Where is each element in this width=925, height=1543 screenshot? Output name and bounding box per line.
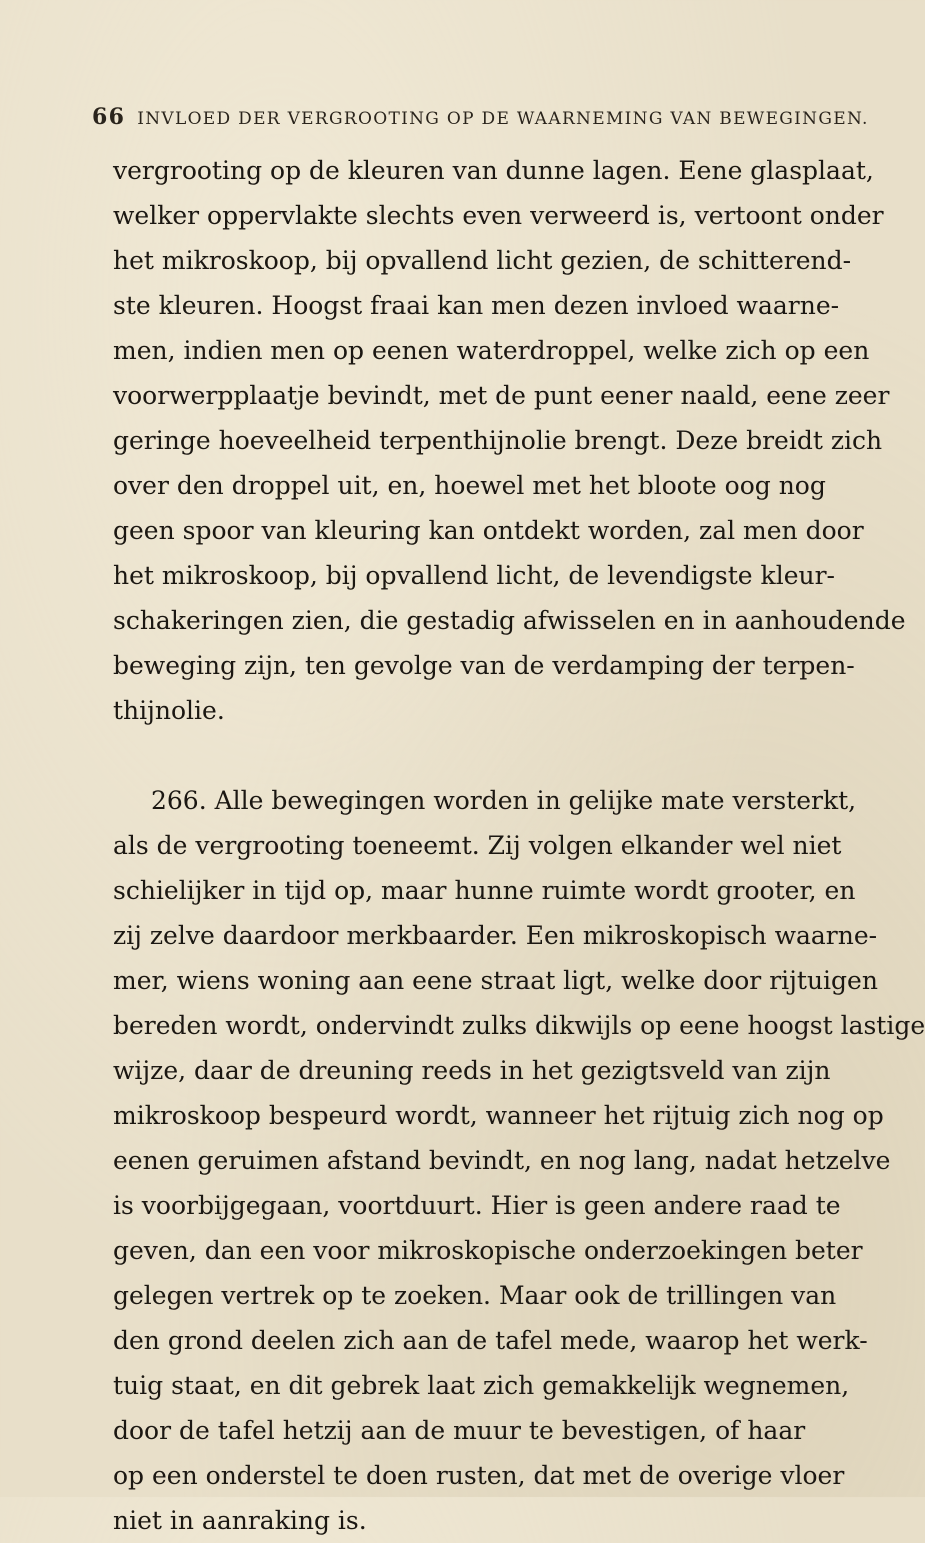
- text-line: het mikroskoop, bij opvallend licht, de levendigste kleur-: [113, 561, 835, 590]
- text-line: schielijker in tijd op, maar hunne ruimte wordt grooter, en: [113, 876, 856, 905]
- paragraph-2: [113, 778, 925, 1543]
- text-line: eenen geruimen afstand bevindt, en nog lang, nadat hetzelve: [113, 1146, 891, 1175]
- text-line: welker oppervlakte slechts even verweerd is, vertoont onder: [113, 201, 884, 230]
- body-text: [113, 148, 925, 1543]
- paragraph-gap: [113, 733, 773, 778]
- text-line: voorwerpplaatje bevindt, met de punt eener naald, eene zeer: [113, 381, 890, 410]
- text-line: over den droppel uit, en, hoewel met het bloote oog nog: [113, 471, 826, 500]
- text-line: niet in aanraking is.: [113, 1506, 367, 1535]
- text-line: ste kleuren. Hoogst fraai kan men dezen invloed waarne-: [113, 291, 840, 320]
- text-line: geen spoor van kleuring kan ontdekt worden, zal men door: [113, 516, 864, 545]
- text-line: thijnolie.: [113, 696, 225, 725]
- text-line: het mikroskoop, bij opvallend licht gezien, de schitterend-: [113, 246, 852, 275]
- paragraph-1: [113, 148, 906, 733]
- text-line: geven, dan een voor mikroskopische onderzoekingen beter: [113, 1236, 863, 1265]
- running-head-title: INVLOED DER VERGROOTING OP DE WAARNEMING VAN BEWEGINGEN.: [137, 109, 869, 129]
- text-line: mer, wiens woning aan eene straat ligt, welke door rijtuigen: [113, 966, 878, 995]
- text-line: bereden wordt, ondervindt zulks dikwijls op eene hoogst lastige: [113, 1011, 925, 1040]
- page-number: 66: [92, 104, 126, 130]
- text-line: door de tafel hetzij aan de muur te bevestigen, of haar: [113, 1416, 806, 1445]
- text-line: 266. Alle bewegingen worden in gelijke mate versterkt,: [151, 786, 857, 815]
- text-line: geringe hoeveelheid terpenthijnolie brengt. Deze breidt zich: [113, 426, 883, 455]
- text-line: vergrooting op de kleuren van dunne lagen. Eene glasplaat,: [113, 156, 874, 185]
- text-line: men, indien men op eenen waterdroppel, welke zich op een: [113, 336, 870, 365]
- text-line: gelegen vertrek op te zoeken. Maar ook de trillingen van: [113, 1281, 837, 1310]
- text-line: zij zelve daardoor merkbaarder. Een mikroskopisch waarne-: [113, 921, 878, 950]
- text-line: tuig staat, en dit gebrek laat zich gemakkelijk wegnemen,: [113, 1371, 850, 1400]
- running-head: [92, 104, 869, 130]
- text-line: op een onderstel te doen rusten, dat met de overige vloer: [113, 1461, 845, 1490]
- text-line: wijze, daar de dreuning reeds in het gezigtsveld van zijn: [113, 1056, 831, 1085]
- text-line: mikroskoop bespeurd wordt, wanneer het rijtuig zich nog op: [113, 1101, 884, 1130]
- text-line: den grond deelen zich aan de tafel mede, waarop het werk-: [113, 1326, 868, 1355]
- text-line: schakeringen zien, die gestadig afwisselen en in aanhoudende: [113, 606, 906, 635]
- text-line: als de vergrooting toeneemt. Zij volgen elkander wel niet: [113, 831, 842, 860]
- text-line: beweging zijn, ten gevolge van de verdamping der terpen-: [113, 651, 855, 680]
- text-line: is voorbijgegaan, voortduurt. Hier is geen andere raad te: [113, 1191, 841, 1220]
